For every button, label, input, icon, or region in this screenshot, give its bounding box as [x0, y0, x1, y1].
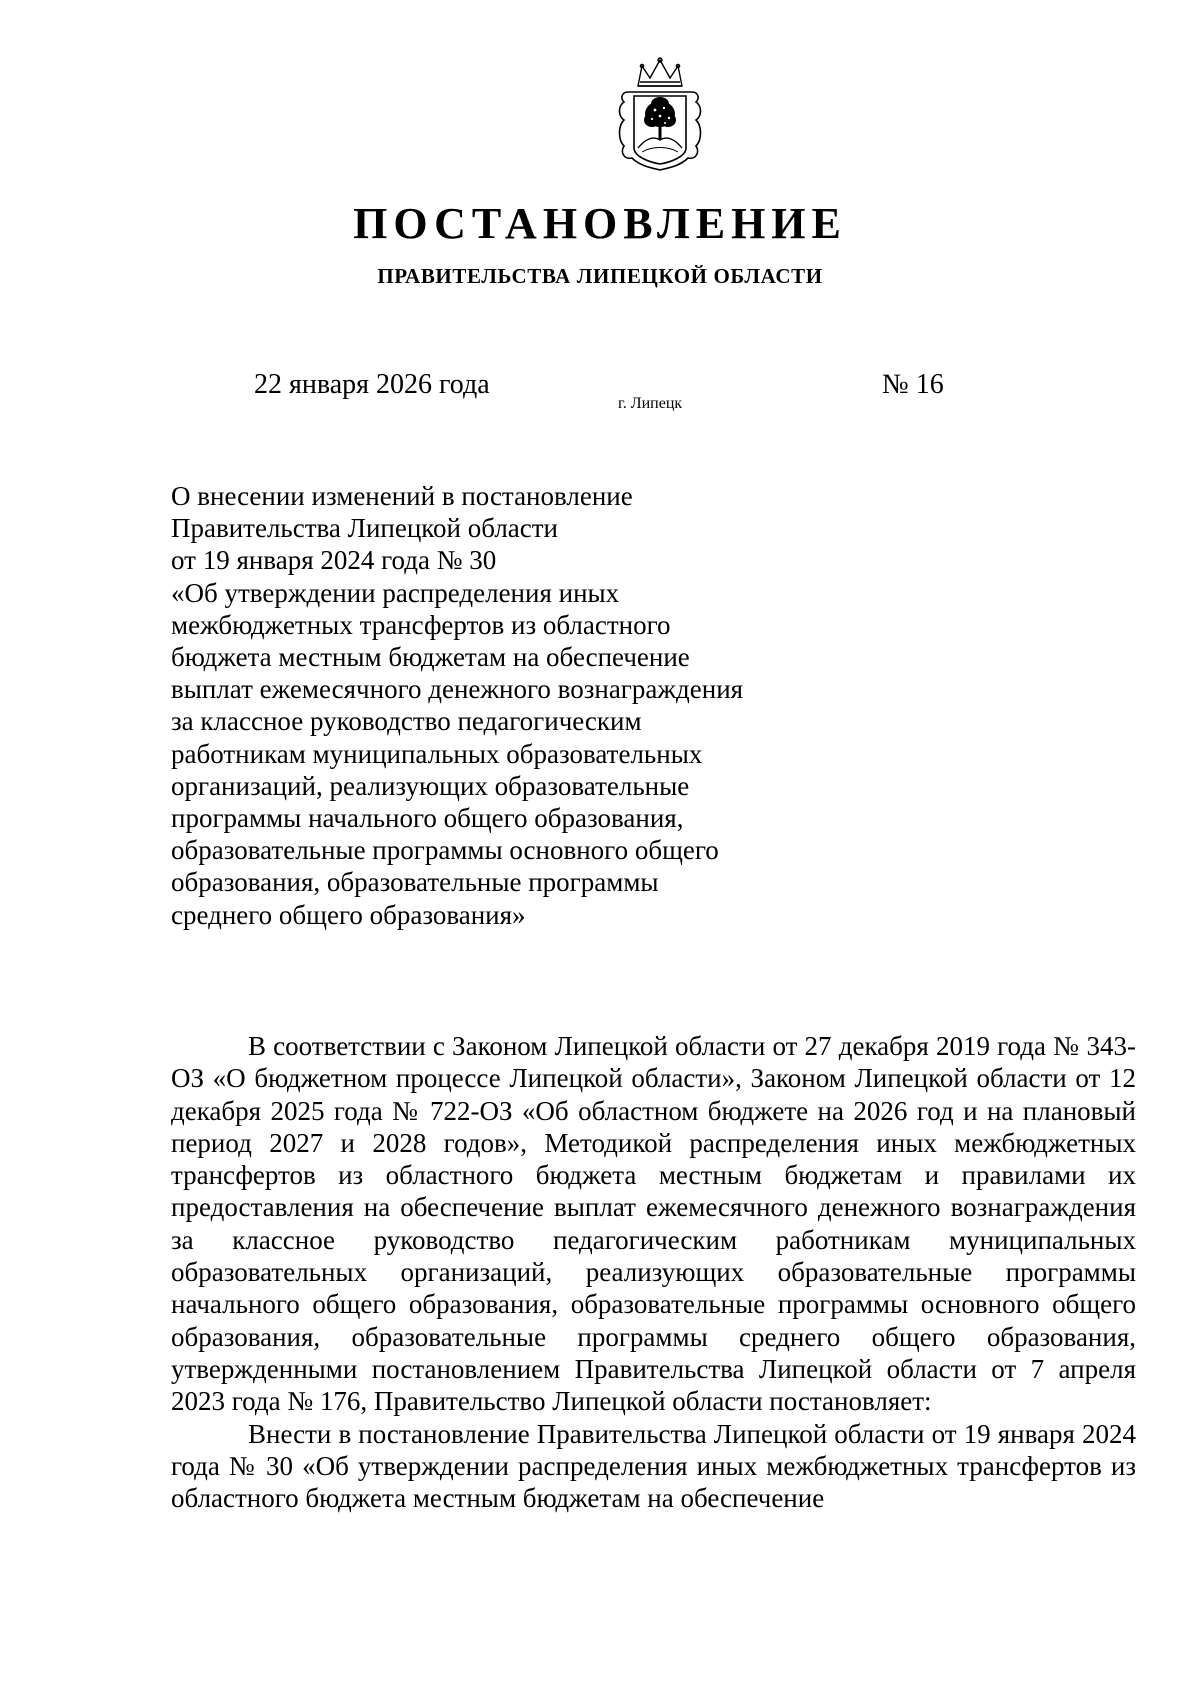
lipetsk-region-coat-of-arms-icon — [614, 56, 706, 172]
subject-line: выплат ежемесячного денежного вознаграждения — [171, 674, 744, 705]
document-date: 22 января 2026 года — [254, 369, 490, 400]
document-title: ПОСТАНОВЛЕНИЕ — [353, 199, 847, 248]
subject-line: организаций, реализующих образовательные — [171, 770, 690, 801]
subject-line: работникам муниципальных образовательных — [171, 738, 703, 769]
subject-line: образовательные программы основного общего — [171, 835, 719, 866]
subject-line: от 19 января 2024 года № 30 — [171, 545, 497, 576]
subject-line: Правительства Липецкой области — [171, 513, 559, 544]
document-body — [171, 1030, 1136, 1514]
subject-line: бюджета местным бюджетам на обеспечение — [171, 642, 690, 673]
document-number: № 16 — [882, 369, 944, 400]
subject-line: межбюджетных трансфертов из областного — [171, 609, 671, 640]
issuing-authority: ПРАВИТЕЛЬСТВА ЛИПЕЦКОЙ ОБЛАСТИ — [377, 264, 823, 288]
document-city: г. Липецк — [618, 395, 683, 412]
subject-line: «Об утверждении распределения иных — [171, 577, 620, 608]
subject-line: О внесении изменений в постановление — [171, 481, 633, 511]
subject-line: за классное руководство педагогическим — [171, 706, 642, 737]
body-paragraph-resolution: Внести в постановление Правительства Липецкой области от 19 января 2024 года № 30 «Об утверждении распределения иных межбюджетных трансфертов из областного бюджета местным бюджетам на обеспечение — [171, 1418, 1136, 1514]
document-subject — [171, 480, 811, 931]
subject-line: программы начального общего образования, — [171, 803, 684, 834]
subject-line: среднего общего образования» — [171, 899, 526, 930]
subject-line: образования, образовательные программы — [171, 867, 659, 898]
body-paragraph-preamble: В соответствии с Законом Липецкой области от 27 декабря 2019 года № 343-ОЗ «О бюджетном процессе Липецкой области», Законом Липецкой области от 12 декабря 2025 года № 722-ОЗ «Об областном бюджете на 2026 год и на плановый период 2027 и 2028 годов», Методикой распределения иных межбюджетных трансфертов из областного бюджета местным бюджетам и правилами их предоставления на обеспечение выплат ежемесячного денежного вознаграждения за классное руководство педагогическим работникам муниципальных образовательных организаций, реализующих образовательные программы начального общего образования, образовательные программы основного общего образования, образовательные программы среднего общего образования, утвержденными постановлением Правительства Липецкой области от 7 апреля 2023 года № 176, Правительство Липецкой области постановляет: — [171, 1031, 1136, 1417]
